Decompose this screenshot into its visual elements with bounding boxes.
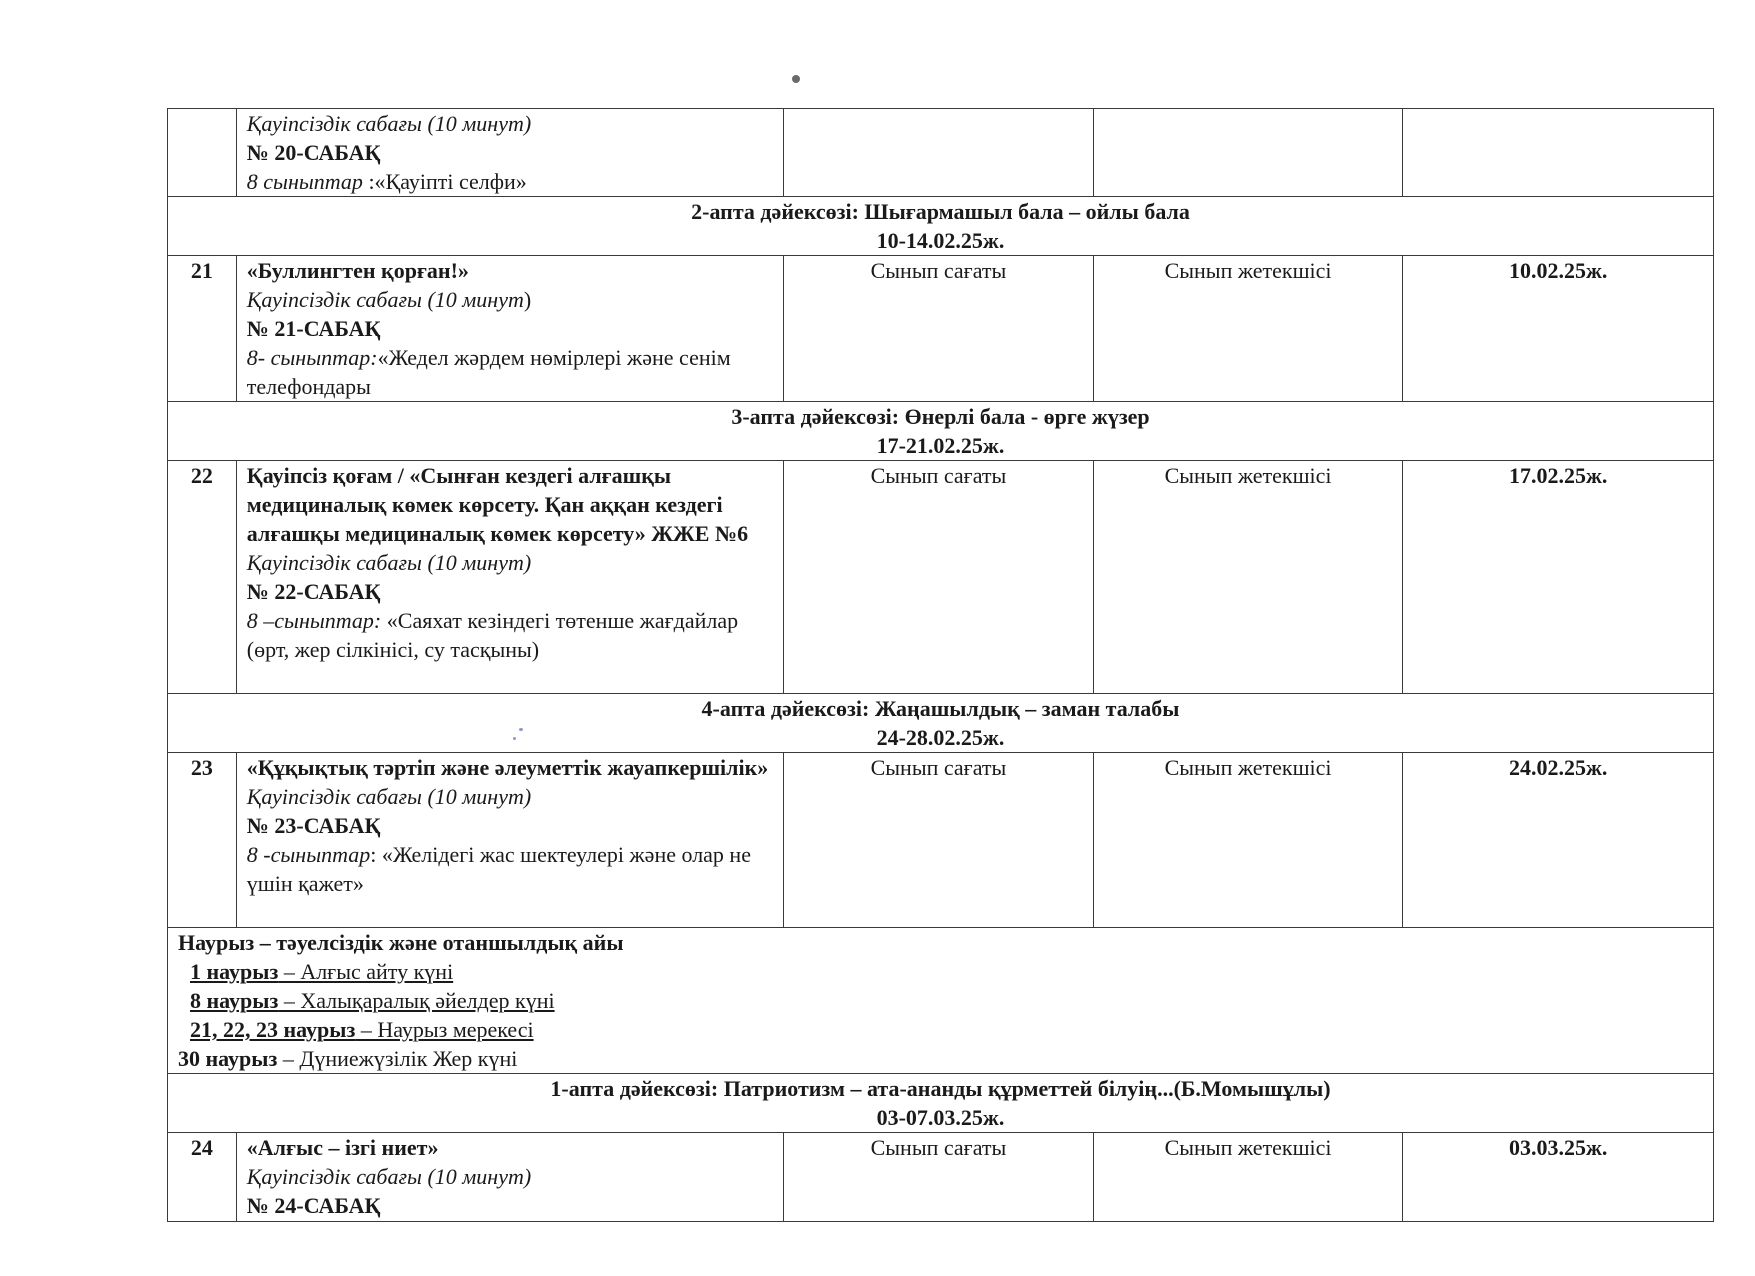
row-number-cell: 21	[168, 256, 237, 402]
date-cell: 10.02.25ж.	[1403, 256, 1714, 402]
form-cell	[784, 109, 1094, 197]
row-number-cell: 22	[168, 461, 237, 694]
week-motto-cell	[168, 402, 1714, 461]
event-cell	[236, 461, 783, 694]
week-motto-cell	[168, 694, 1714, 753]
lesson-topic	[247, 343, 773, 401]
week-motto-cell	[168, 1074, 1714, 1133]
topic-text: :«Қауіпті селфи»	[368, 169, 527, 194]
lesson-number: № 23-САБАҚ	[246, 813, 381, 838]
month-heading: Наурыз – тәуелсіздік және отаншылдық айы	[178, 930, 624, 955]
grade-label: 8 сыныптар	[246, 169, 369, 194]
safety-lesson-label: Қауіпсіздік сабағы (10 минут)	[246, 550, 532, 575]
week-motto-row	[168, 694, 1714, 753]
lesson-topic	[247, 840, 773, 898]
week-motto-row	[168, 197, 1714, 256]
lesson-number: № 21-САБАҚ	[246, 316, 381, 341]
event-cell	[236, 753, 783, 928]
week-motto: 3-апта дәйексөзі: Өнерлі бала - өрге жүзер	[731, 404, 1150, 429]
responsible-cell	[1093, 109, 1403, 197]
topic-text: «Жедел жәрдем нөмірлері және сенім телефондары	[246, 345, 731, 399]
week-motto-cell	[168, 197, 1714, 256]
safety-lesson-label: Қауіпсіздік сабағы (10 минут)	[246, 111, 532, 136]
table-row	[168, 109, 1714, 197]
row-number-cell: 24	[168, 1133, 237, 1222]
event-title: «Буллингтен қорған!»	[246, 258, 469, 283]
week-dates: 17-21.02.25ж.	[876, 433, 1005, 458]
lesson-topic	[247, 167, 773, 196]
week-motto-row	[168, 1074, 1714, 1133]
table-row	[168, 256, 1714, 402]
month-holidays-cell	[168, 928, 1714, 1074]
date-cell: 24.02.25ж.	[1403, 753, 1714, 928]
grade-label: 8 -сыныптар	[246, 842, 371, 867]
scan-speck	[792, 75, 800, 83]
row-number-cell	[168, 109, 237, 197]
grade-label: 8 –сыныптар:	[246, 608, 382, 633]
table-row	[168, 1133, 1714, 1222]
event-title: «Құқықтық тәртіп және әлеуметтік жауапкершілік»	[246, 755, 769, 780]
date-cell	[1403, 109, 1714, 197]
event-cell	[236, 256, 783, 402]
safety-lesson-label: Қауіпсіздік сабағы (10 минут)	[246, 784, 532, 809]
week-motto: 4-апта дәйексөзі: Жаңашылдық – заман талабы	[701, 696, 1180, 721]
week-dates: 03-07.03.25ж.	[876, 1105, 1005, 1130]
week-dates: 24-28.02.25ж.	[876, 725, 1005, 750]
event-cell	[236, 109, 783, 197]
event-title: «Алғыс – ізгі ниет»	[246, 1135, 439, 1160]
form-cell: Сынып сағаты	[784, 753, 1094, 928]
form-cell: Сынып сағаты	[784, 461, 1094, 694]
table-row	[168, 753, 1714, 928]
event-cell	[236, 1133, 783, 1222]
event-plan-table	[167, 108, 1714, 1222]
date-cell: 03.03.25ж.	[1403, 1133, 1714, 1222]
holiday-item: 8 наурыз – Халықаралық әйелдер күні	[190, 988, 555, 1013]
date-cell: 17.02.25ж.	[1403, 461, 1714, 694]
month-holidays-row	[168, 928, 1714, 1074]
week-motto: 1-апта дәйексөзі: Патриотизм – ата-ананды құрметтей білуің...(Б.Момышұлы)	[550, 1076, 1331, 1101]
lesson-topic	[247, 606, 773, 664]
lesson-number: № 20-САБАҚ	[246, 140, 381, 165]
grade-label: 8- сыныптар:	[246, 345, 378, 370]
safety-lesson-label: Қауіпсіздік сабағы (10 минут)	[246, 287, 532, 312]
lesson-number: № 24-САБАҚ	[246, 1193, 381, 1218]
lesson-number: № 22-САБАҚ	[246, 579, 381, 604]
responsible-cell: Сынып жетекшісі	[1093, 753, 1403, 928]
week-motto: 2-апта дәйексөзі: Шығармашыл бала – ойлы бала	[691, 199, 1190, 224]
form-cell: Сынып сағаты	[784, 1133, 1094, 1222]
holiday-item: 30 наурыз – Дүниежүзілік Жер күні	[178, 1046, 518, 1071]
safety-lesson-label: Қауіпсіздік сабағы (10 минут)	[246, 1164, 532, 1189]
holiday-item: 1 наурыз – Алғыс айту күні	[190, 959, 454, 984]
responsible-cell: Сынып жетекшісі	[1093, 256, 1403, 402]
week-motto-row	[168, 402, 1714, 461]
form-cell: Сынып сағаты	[784, 256, 1094, 402]
event-title: Қауіпсіз қоғам / «Сынған кездегі алғашқы медициналық көмек көрсету. Қан аққан кездегі алғашқы медициналық көмек көрсету» ЖЖЕ №6	[246, 463, 749, 546]
topic-text: «Саяхат кезіндегі төтенше жағдайлар (өрт, жер сілкінісі, су тасқыны)	[246, 608, 739, 662]
responsible-cell: Сынып жетекшісі	[1093, 1133, 1403, 1222]
table-row	[168, 461, 1714, 694]
holiday-item: 21, 22, 23 наурыз – Наурыз мерекесі	[190, 1017, 534, 1042]
responsible-cell: Сынып жетекшісі	[1093, 461, 1403, 694]
topic-text: : «Желідегі жас шектеулері және олар не үшін қажет»	[246, 842, 751, 896]
row-number-cell: 23	[168, 753, 237, 928]
week-dates: 10-14.02.25ж.	[876, 228, 1005, 253]
